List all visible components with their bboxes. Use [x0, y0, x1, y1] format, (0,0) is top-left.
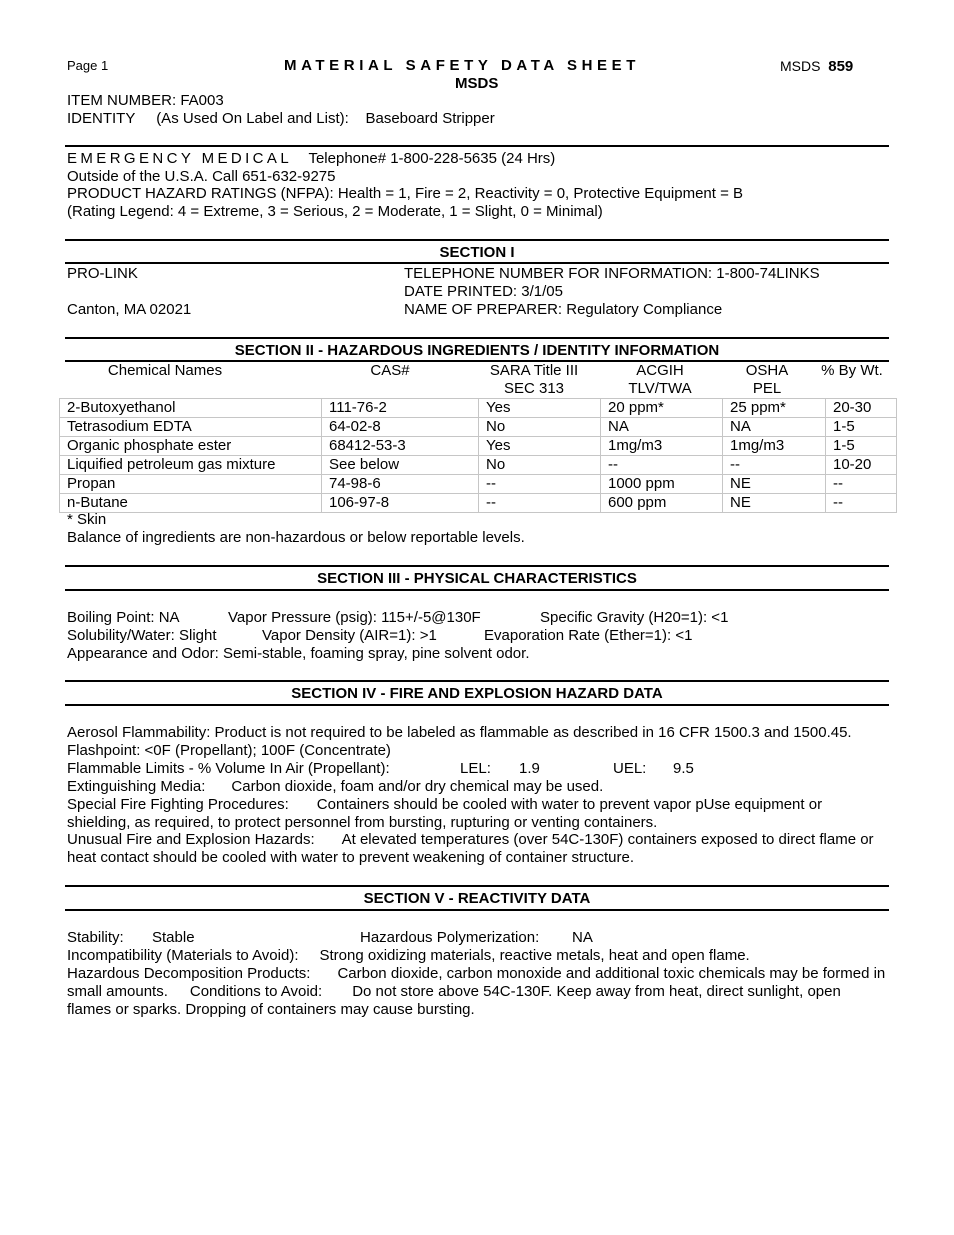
solubility: Solubility/Water: Slight — [67, 627, 217, 644]
table-row — [60, 456, 897, 475]
special-procedures — [67, 796, 889, 832]
company-city: Canton, MA 02021 — [67, 301, 192, 318]
divider — [65, 337, 889, 339]
cas-number: See below — [322, 456, 479, 475]
special-label: Special Fire Fighting Procedures: — [67, 796, 289, 813]
hazard-ratings: PRODUCT HAZARD RATINGS (NFPA): Health = 1, Fire = 2, Reactivity = 0, Protective Equipment = B — [67, 185, 744, 202]
sara-status: -- — [479, 475, 601, 494]
section-4-title: SECTION IV - FIRE AND EXPLOSION HAZARD DATA — [291, 685, 663, 702]
chemical-name: Organic phosphate ester — [60, 437, 322, 456]
divider — [65, 885, 889, 887]
sara-status: -- — [479, 494, 601, 513]
uel-label: UEL: — [613, 760, 647, 777]
col-header-osha — [727, 362, 807, 398]
extinguishing-value: Carbon dioxide, foam and/or dry chemical may be used. — [231, 778, 604, 795]
cas-number: 74-98-6 — [322, 475, 479, 494]
divider — [65, 704, 889, 706]
osha-value: NE — [723, 494, 826, 513]
incompatibility — [67, 947, 750, 965]
preparer-name: NAME OF PREPARER: Regulatory Compliance — [404, 301, 723, 318]
section-2-title: SECTION II - HAZARDOUS INGREDIENTS / IDENTITY INFORMATION — [234, 342, 720, 359]
sara-status: Yes — [479, 437, 601, 456]
osha-value: -- — [723, 456, 826, 475]
divider — [65, 680, 889, 682]
conditions-label: Conditions to Avoid: — [189, 983, 323, 1000]
sara-status: No — [479, 456, 601, 475]
uel-value: 9.5 — [673, 760, 694, 777]
chemical-name: n-Butane — [60, 494, 322, 513]
col-header-name: Chemical Names — [107, 362, 223, 379]
acgih-value: -- — [601, 456, 723, 475]
identity-line — [67, 110, 495, 128]
table-row — [60, 399, 897, 418]
table-row — [60, 475, 897, 494]
col-header-sara-line1: SARA Title III — [489, 362, 579, 379]
weight-percent: 1-5 — [826, 418, 897, 437]
unusual-label: Unusual Fire and Explosion Hazards: — [67, 831, 315, 848]
extinguishing-media — [67, 778, 603, 796]
msds-label: MSDS — [780, 58, 821, 74]
stability-value: Stable — [152, 929, 195, 946]
sara-status: No — [479, 418, 601, 437]
cas-number: 64-02-8 — [322, 418, 479, 437]
conditions-value: Do not store above 54C-130F. Keep away from heat, direct sunlight, open flames or sparks. Dropping of containers may cause bursting. — [67, 983, 841, 1018]
lel-value: 1.9 — [519, 760, 540, 777]
cas-number: 106-97-8 — [322, 494, 479, 513]
date-printed: DATE PRINTED: 3/1/05 — [404, 283, 563, 300]
msds-number — [780, 57, 853, 76]
item-number: ITEM NUMBER: FA003 — [67, 92, 224, 109]
aerosol-flammability: Aerosol Flammability: Product is not required to be labeled as flammable as described in 16 CFR 1500.3 and 1500.45. — [67, 724, 852, 741]
extinguishing-label: Extinguishing Media: — [67, 778, 206, 795]
decomposition-conditions — [67, 965, 889, 1019]
decomposition-value: Carbon dioxide, carbon monoxide and additional toxic chemicals may be formed in small amounts. — [67, 965, 886, 1000]
chemical-name: Propan — [60, 475, 322, 494]
section-3-title: SECTION III - PHYSICAL CHARACTERISTICS — [317, 570, 637, 587]
identity-value: Baseboard Stripper — [365, 110, 495, 127]
col-header-sara-line2: SEC 313 — [503, 380, 565, 397]
table-row — [60, 494, 897, 513]
emergency-line — [67, 150, 555, 168]
weight-percent: 1-5 — [826, 437, 897, 456]
polymerization-label: Hazardous Polymerization: — [360, 929, 540, 946]
evaporation-rate: Evaporation Rate (Ether=1): <1 — [484, 627, 693, 644]
osha-value: NE — [723, 475, 826, 494]
divider — [65, 262, 889, 264]
divider — [65, 909, 889, 911]
emergency-phone: Telephone# 1-800-228-5635 (24 Hrs) — [308, 150, 556, 167]
table-row — [60, 418, 897, 437]
osha-value: 1mg/m3 — [723, 437, 826, 456]
col-header-osha-line1: OSHA — [745, 362, 789, 379]
document-subtitle: MSDS — [455, 75, 499, 92]
cas-number: 68412-53-3 — [322, 437, 479, 456]
rating-legend: (Rating Legend: 4 = Extreme, 3 = Serious, 2 = Moderate, 1 = Slight, 0 = Minimal) — [67, 203, 603, 220]
chemical-name: Tetrasodium EDTA — [60, 418, 322, 437]
weight-percent: -- — [826, 475, 897, 494]
stability-label: Stability: — [67, 929, 124, 946]
osha-value: NA — [723, 418, 826, 437]
document-title: MATERIAL SAFETY DATA SHEET — [284, 57, 640, 74]
table-row — [60, 437, 897, 456]
col-header-cas: CAS# — [370, 362, 410, 379]
company-name: PRO-LINK — [67, 265, 138, 282]
msds-number-value: 859 — [828, 58, 854, 75]
acgih-value: NA — [601, 418, 723, 437]
col-header-acgih-line1: ACGIH — [636, 362, 684, 379]
incompatibility-label: Incompatibility (Materials to Avoid): — [67, 947, 299, 964]
specific-gravity: Specific Gravity (H20=1): <1 — [540, 609, 729, 626]
emergency-label: EMERGENCY MEDICAL — [67, 150, 293, 167]
flashpoint: Flashpoint: <0F (Propellant); 100F (Concentrate) — [67, 742, 391, 759]
ingredients-table — [59, 398, 897, 513]
col-header-acgih-line2: TLV/TWA — [628, 380, 692, 397]
col-header-weight: % By Wt. — [821, 362, 883, 379]
lel-label: LEL: — [460, 760, 491, 777]
cas-number: 111-76-2 — [322, 399, 479, 418]
identity-label: IDENTITY — [67, 110, 136, 127]
weight-percent: 20-30 — [826, 399, 897, 418]
weight-percent: -- — [826, 494, 897, 513]
sara-status: Yes — [479, 399, 601, 418]
acgih-value: 1000 ppm — [601, 475, 723, 494]
acgih-value: 1mg/m3 — [601, 437, 723, 456]
info-phone: TELEPHONE NUMBER FOR INFORMATION: 1-800-74LINKS — [404, 265, 820, 282]
acgih-value: 20 ppm* — [601, 399, 723, 418]
emergency-outside: Outside of the U.S.A. Call 651-632-9275 — [67, 168, 336, 185]
chemical-name: Liquified petroleum gas mixture — [60, 456, 322, 475]
divider — [65, 145, 889, 147]
boiling-point: Boiling Point: NA — [67, 609, 180, 626]
chemical-name: 2-Butoxyethanol — [60, 399, 322, 418]
vapor-density: Vapor Density (AIR=1): >1 — [262, 627, 437, 644]
vapor-pressure: Vapor Pressure (psig): 115+/-5@130F — [228, 609, 481, 626]
divider — [65, 239, 889, 241]
polymerization-value: NA — [572, 929, 593, 946]
section-5-title: SECTION V - REACTIVITY DATA — [363, 890, 591, 907]
col-header-acgih — [605, 362, 715, 398]
balance-note: Balance of ingredients are non-hazardous or below reportable levels. — [67, 529, 525, 546]
page-number: Page 1 — [67, 58, 109, 73]
section-1-title: SECTION I — [439, 244, 515, 261]
weight-percent: 10-20 — [826, 456, 897, 475]
identity-qualifier: (As Used On Label and List): — [156, 110, 349, 127]
divider — [65, 565, 889, 567]
unusual-value: At elevated temperatures (over 54C-130F) containers exposed to direct flame or heat contact should be cooled with water to prevent weakening of container structure. — [67, 831, 874, 866]
special-value: Containers should be cooled with water to prevent vapor pUse equipment or shielding, as required, to protect personnel from bursting, rupturing or venting containers. — [67, 796, 823, 831]
col-header-sara — [474, 362, 594, 398]
decomposition-label: Hazardous Decomposition Products: — [67, 965, 311, 982]
incompatibility-value: Strong oxidizing materials, reactive metals, heat and open flame. — [319, 947, 750, 964]
osha-value: 25 ppm* — [723, 399, 826, 418]
acgih-value: 600 ppm — [601, 494, 723, 513]
divider — [65, 589, 889, 591]
skin-note: * Skin — [67, 511, 107, 528]
appearance-odor: Appearance and Odor: Semi-stable, foaming spray, pine solvent odor. — [67, 645, 530, 662]
flammable-limits-label: Flammable Limits - % Volume In Air (Propellant): — [67, 760, 390, 777]
unusual-hazards — [67, 831, 889, 867]
col-header-osha-line2: PEL — [752, 380, 782, 397]
